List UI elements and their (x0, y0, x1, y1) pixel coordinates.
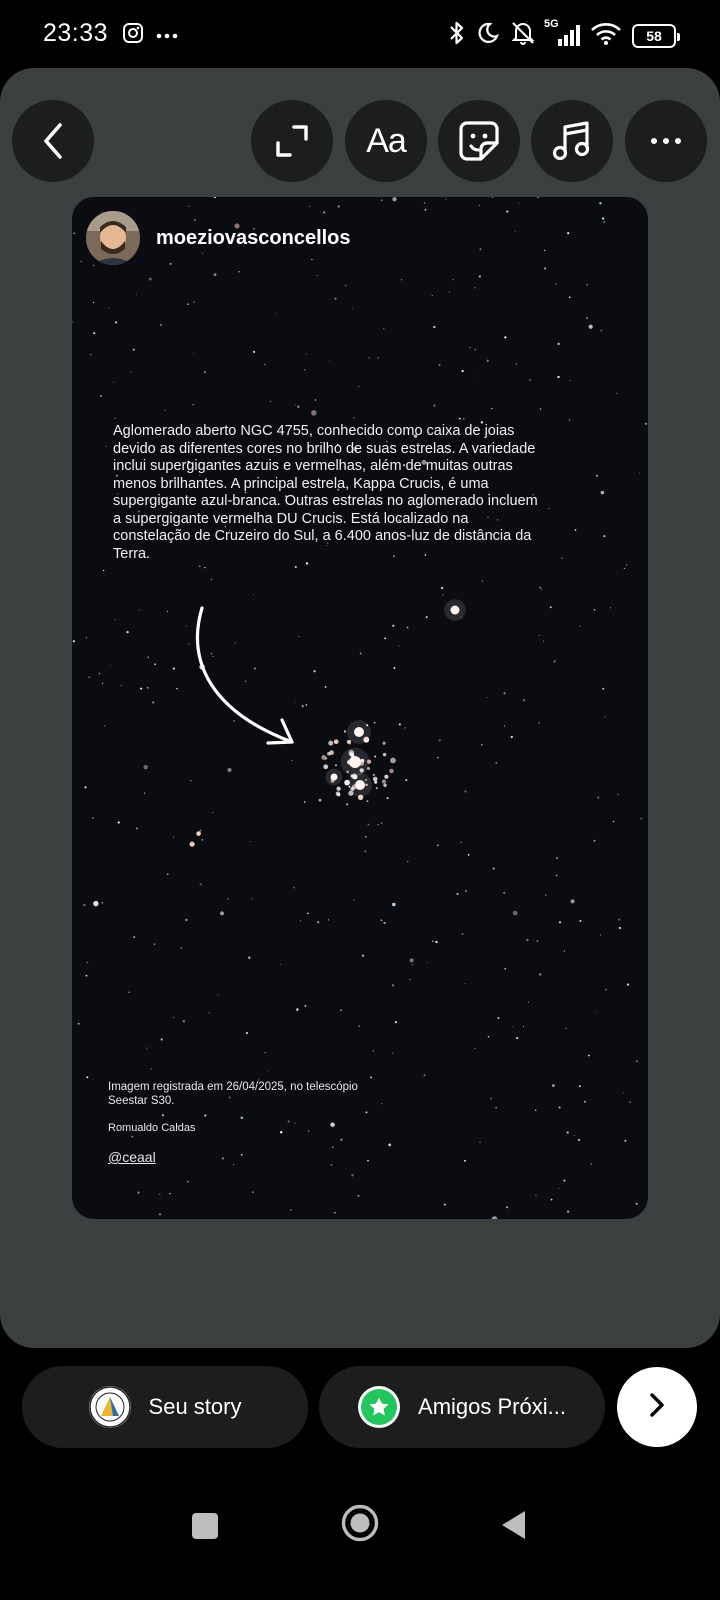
text-icon: Aa (366, 121, 406, 160)
close-friends-button[interactable] (319, 1366, 605, 1448)
back-nav-icon[interactable] (499, 1509, 527, 1546)
network-type: 5G (544, 17, 559, 30)
status-bar (0, 0, 720, 68)
more-button[interactable] (625, 100, 707, 182)
story-editor (0, 68, 720, 1348)
chevron-right-icon (646, 1390, 668, 1425)
close-friends-star-icon (358, 1386, 400, 1428)
battery-level: 58 (646, 27, 662, 44)
expand-icon (272, 121, 312, 161)
next-button[interactable] (617, 1367, 697, 1447)
instagram-icon (122, 22, 144, 49)
more-dots-icon (156, 27, 178, 45)
music-button[interactable] (531, 100, 613, 182)
status-right-icons (448, 17, 676, 51)
system-nav-bar (0, 1500, 720, 1600)
curved-arrow-icon (182, 602, 302, 757)
wifi-icon (590, 21, 622, 50)
bell-muted-icon (510, 20, 536, 51)
status-time: 23:33 (43, 19, 109, 47)
bluetooth-icon (448, 20, 466, 51)
battery-icon (632, 24, 676, 48)
sticker-button[interactable] (438, 100, 520, 182)
back-icon (38, 121, 68, 161)
account-handle[interactable]: @ceaal (108, 1149, 156, 1165)
signal-icon (544, 17, 580, 48)
recents-icon[interactable] (191, 1512, 219, 1545)
your-story-avatar (89, 1386, 131, 1428)
poster-username[interactable]: moeziovasconcellos (156, 227, 351, 249)
music-icon (551, 119, 593, 163)
sticker-icon (457, 119, 501, 163)
your-story-label: Seu story (148, 1394, 242, 1419)
image-credit: Imagem registrada em 26/04/2025, no telescópio Seestar S30. (108, 1081, 358, 1107)
image-author: Romualdo Caldas (108, 1122, 196, 1134)
post-description: Aglomerado aberto NGC 4755, conhecido como caixa de joias devido as diferentes cores no brilho de suas estrelas. A variedade inclui supergigantes azuis e vermelhas, além de muitas outras menos brilhantes. A principal estrela, Kappa Crucis, é uma supergigante azul-branca. Outras estrelas no aglomerado incluem a supergigante vermelha DU Crucis. Está localizado na constelação de Cruzeiro do Sul, a 6.400 anos-luz de distância da Terra. (113, 423, 538, 562)
moon-icon (476, 21, 500, 50)
text-tool-button[interactable] (345, 100, 427, 182)
back-button[interactable] (12, 100, 94, 182)
more-icon (650, 137, 682, 145)
expand-button[interactable] (251, 100, 333, 182)
your-story-button[interactable] (22, 1366, 308, 1448)
close-friends-label: Amigos Próxi... (418, 1394, 566, 1419)
status-left-icons (122, 22, 178, 49)
starfield-image (72, 197, 648, 1219)
poster-avatar[interactable] (86, 211, 140, 265)
home-icon[interactable] (340, 1503, 380, 1548)
shared-post-card[interactable] (72, 197, 648, 1219)
